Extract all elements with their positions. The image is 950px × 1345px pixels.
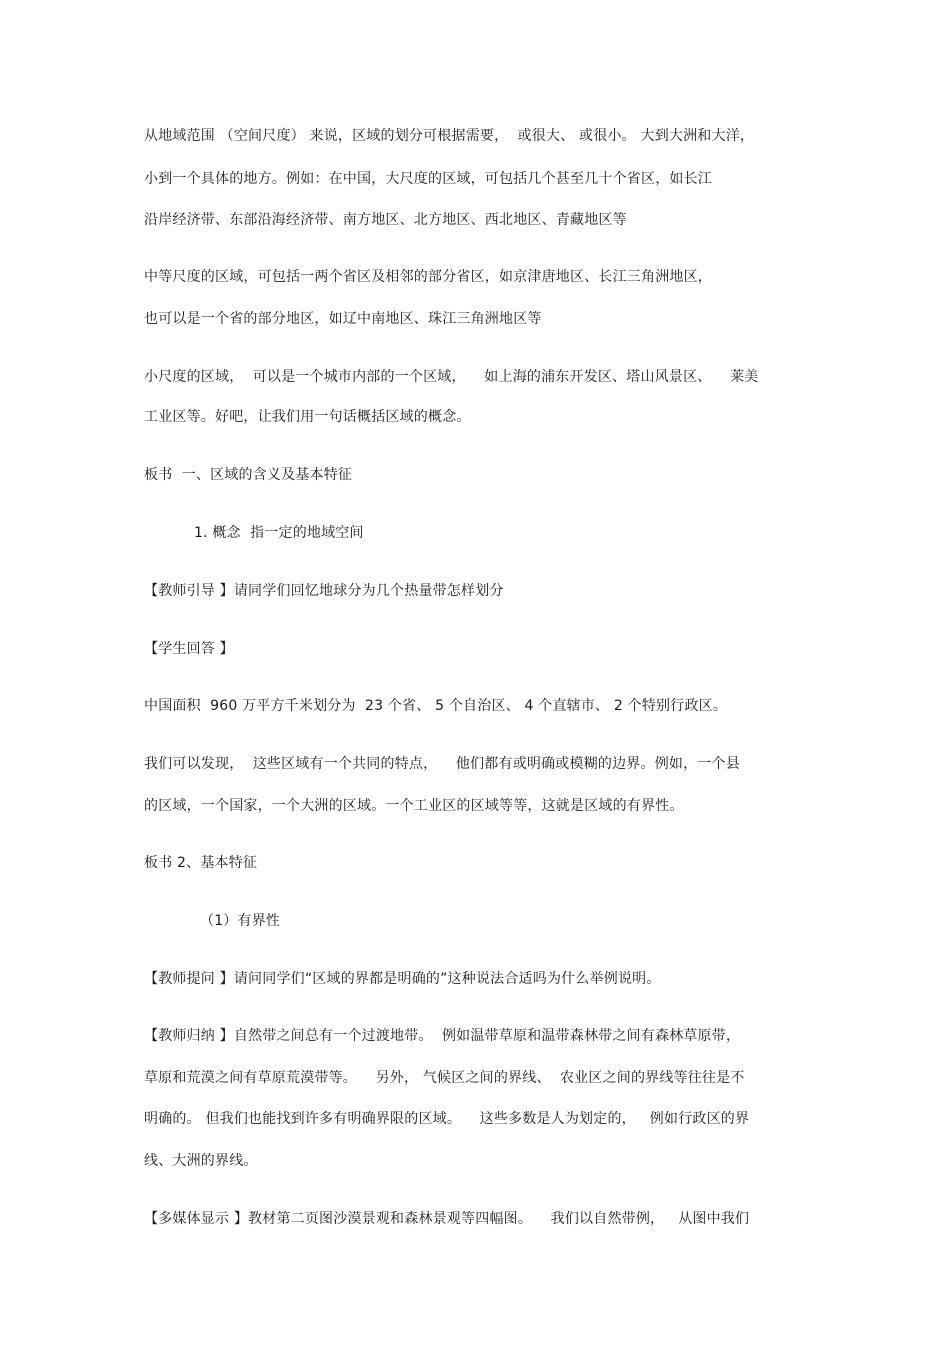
text-line: 沿岸经济带、东部沿海经济带、南方地区、北方地区、西北地区、青藏地区等 xyxy=(144,212,627,228)
concept-line: 1. 概念 指一定的地域空间 xyxy=(194,525,364,541)
text-line: 我们可以发现， 这些区域有一个共同的特点， 他们都有或明确或模糊的边界。例如，一个县 xyxy=(144,756,740,772)
student-answer-line: 【学生回答 】 xyxy=(144,641,234,657)
teacher-summary-line: 【教师归纳 】自然带之间总有一个过渡地带。 例如温带草原和温带森林带之间有森林草原带， xyxy=(144,1028,741,1044)
teacher-guide-line: 【教师引导 】请同学们回忆地球分为几个热量带怎样划分 xyxy=(144,583,504,599)
text-line: 中等尺度的区域，可包括一两个省区及相邻的部分省区，如京津唐地区、长江三角洲地区， xyxy=(144,269,712,285)
text-line: 明确的。 但我们也能找到许多有明确界限的区域。 这些多数是人为划定的， 例如行政区的界 xyxy=(144,1111,750,1127)
text-line: 工业区等。好吧，让我们用一句话概括区域的概念。 xyxy=(144,409,471,425)
text-line: 草原和荒漠之间有草原荒漠带等。 另外， 气候区之间的界线、 农业区之间的界线等往往是不 xyxy=(144,1070,745,1086)
text-line: 小到一个具体的地方。例如：在中国，大尺度的区域，可包括几个甚至几十个省区，如长江 xyxy=(144,171,712,187)
blackboard-heading: 板书 一、区域的含义及基本特征 xyxy=(144,467,353,483)
text-line: 也可以是一个省的部分地区，如辽中南地区、珠江三角洲地区等 xyxy=(144,311,542,327)
text-line: 中国面积 960 万平方千米划分为 23 个省、 5 个自治区、 4 个直辖市、 2 个特别行政区。 xyxy=(144,698,728,714)
subheading-line: （1）有界性 xyxy=(200,913,281,929)
blackboard-heading: 板书 2、基本特征 xyxy=(144,855,258,871)
text-line: 小尺度的区域， 可以是一个城市内部的一个区域， 如上海的浦东开发区、塔山风景区、 莱美 xyxy=(144,369,759,385)
text-line: 的区域，一个国家，一个大洲的区域。一个工业区的区域等等，这就是区域的有界性。 xyxy=(144,798,684,814)
multimedia-line: 【多媒体显示 】教材第二页图沙漠景观和森林景观等四幅图。 我们以自然带例， 从图中我们 xyxy=(144,1211,750,1227)
text-line: 从地域范围 （空间尺度） 来说，区域的划分可根据需要， 或很大、 或很小。 大到大洲和大洋， xyxy=(144,128,755,144)
text-line: 线、大洲的界线。 xyxy=(144,1153,258,1169)
teacher-question-line: 【教师提问 】请问同学们“区域的界都是明确的”这种说法合适吗为什么举例说明。 xyxy=(144,971,661,987)
